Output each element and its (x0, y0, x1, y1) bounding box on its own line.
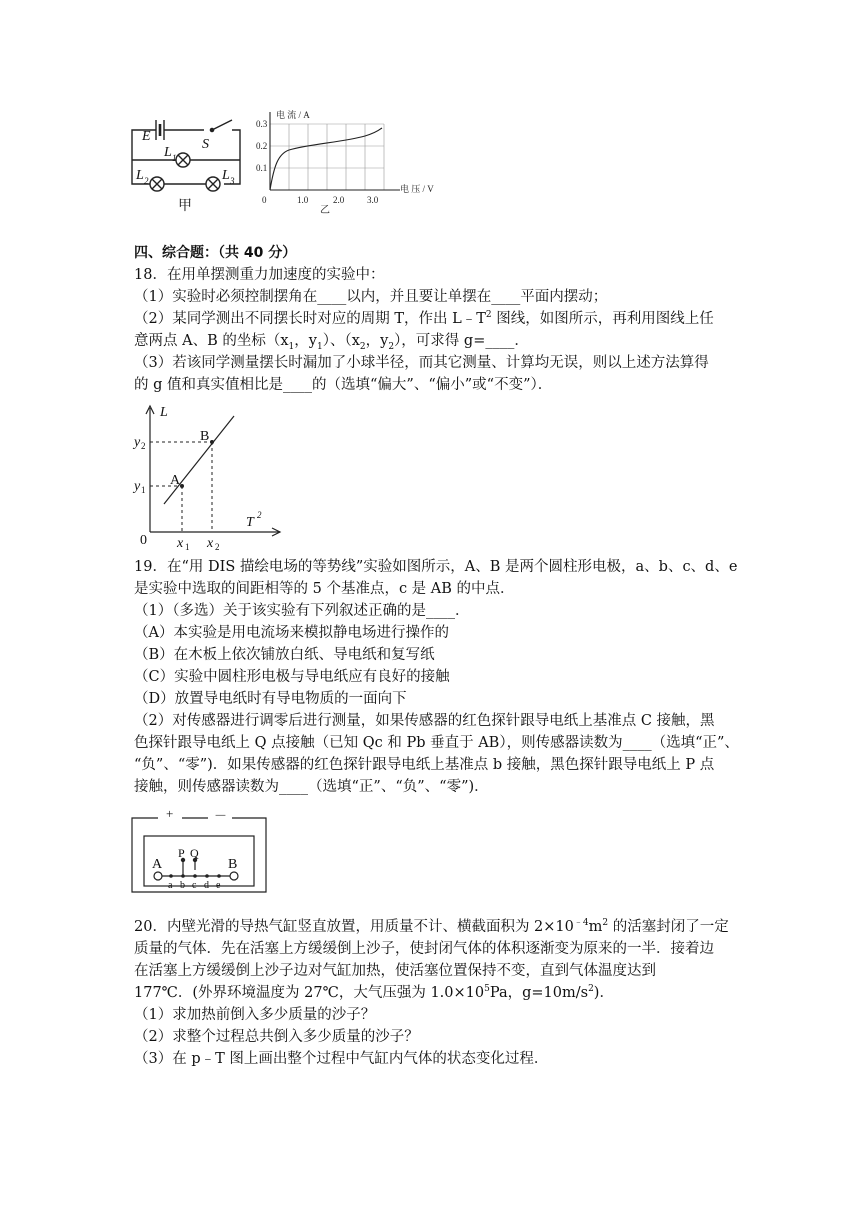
fig-base-a: a (168, 880, 173, 891)
q19-stem-line1: 19．在“用 DIS 描绘电场的等势线”实验如图所示，A、B 是两个圆柱形电极，a、b、c、d、e (134, 559, 738, 575)
iv-ytick: 0.3 (256, 119, 268, 129)
text-span: ），可求得 g=____． (394, 333, 529, 349)
superscript: ﹣4 (573, 918, 589, 929)
graph-point-B: B (200, 429, 210, 444)
q19-part1: （1）（多选）关于该实验有下列叙述正确的是____． (134, 603, 470, 619)
q20-stem-line3: 在活塞上方缓缓倒上沙子边对气缸加热，使活塞位置保持不变，直到气体温度达到 (134, 963, 656, 979)
iv-graph (254, 106, 444, 216)
graph-y2-sub: 2 (141, 441, 146, 451)
graph-xlabel-T: T (246, 515, 254, 530)
label-L1: L (164, 145, 172, 160)
graph-y1: y (134, 479, 141, 494)
iv-xtick: 2.0 (333, 195, 345, 205)
label-E: E (142, 129, 151, 144)
graph-origin: 0 (140, 533, 147, 548)
graph-y1-sub: 1 (141, 485, 146, 495)
iv-ytick: 0 (262, 195, 267, 205)
iv-ylabel: 电 流 / A (276, 110, 310, 120)
q20-part2: （2）求整个过程总共倒入多少质量的沙子？ (134, 1029, 419, 1045)
q20-part1: （1）求加热前倒入多少质量的沙子？ (134, 1007, 376, 1023)
q18-part3-line2: 的 g 值和真实值相比是____的（选填“偏大”、“偏小”或“不变”）． (134, 377, 553, 393)
q19-option-C: （C）实验中圆柱形电极与导电纸应有良好的接触 (134, 669, 450, 685)
fig-electrode-A: A (152, 857, 163, 872)
text-span: 20．内壁光滑的导热气缸竖直放置，用质量不计、横截面积为 2×10 (134, 919, 574, 935)
iv-ytick: 0.2 (256, 141, 268, 151)
q19-stem-line2: 是实验中选取的间距相等的 5 个基准点，c 是 AB 的中点． (134, 581, 515, 597)
fig-electrode-B: B (228, 857, 238, 872)
fig-base-d: d (204, 880, 209, 891)
superscript: 2 (485, 310, 492, 321)
graph-y2: y (134, 435, 141, 450)
fig-point-Q: Q (190, 846, 199, 860)
section-heading: 四、综合题：（共 40 分） (134, 245, 297, 261)
iv-xtick: 1.0 (297, 195, 309, 205)
label-L2-sub: 2 (144, 176, 149, 186)
iv-ytick: 0.1 (256, 163, 268, 173)
subscript: 1 (316, 341, 323, 352)
text-span: 177℃．(外界环境温度为 27℃，大气压强为 1.0×10 (134, 985, 485, 1001)
q18-part2-line2 (134, 330, 529, 352)
text-span: )． (593, 985, 614, 1001)
graph-xlabel-sup: 2 (257, 510, 262, 520)
q19-part2-line1: （2）对传感器进行调零后进行测量，如果传感器的红色探针跟导电纸上基准点 C 接触，黑 (134, 713, 715, 729)
fig-base-e: e (216, 880, 221, 891)
q18-part3-line1: （3）若该同学测量摆长时漏加了小球半径，而其它测量、计算均无误，则以上述方法算得 (134, 355, 709, 371)
iv-xlabel: 电 压 / V (400, 184, 434, 194)
text-span: （2）某同学测出不同摆长时对应的周期 T，作出 L﹣T (134, 311, 486, 327)
l-t2-graph (130, 402, 290, 552)
subscript: 2 (359, 341, 366, 352)
q20-stem-line1 (134, 916, 729, 938)
graph-x1: x (177, 536, 184, 551)
fig-minus-terminal: － (214, 808, 228, 823)
text-span: 图线，如图所示，再利用图线上任 (491, 311, 714, 327)
q19-option-A: （A）本实验是用电流场来模拟静电场进行操作的 (134, 625, 449, 641)
text-span: ，y (365, 333, 389, 349)
q18-stem: 18．在用单摆测重力加速度的实验中： (134, 267, 385, 283)
fig-point-P: P (178, 846, 185, 860)
text-span: Pa，g=10m/s (489, 985, 589, 1001)
label-L3-sub: 3 (230, 176, 235, 186)
graph-x2-sub: 2 (215, 542, 220, 552)
subscript: 1 (288, 341, 295, 352)
caption-yi: 乙 (320, 205, 330, 216)
electric-field-figure (126, 806, 272, 898)
label-L1-sub: 1 (172, 153, 177, 163)
q19-part2-line3: “负”、“零”)．如果传感器的红色探针跟导电纸上基准点 b 接触，黑色探针跟导电纸上 P 点 (134, 757, 715, 773)
fig-base-b: b (180, 880, 185, 891)
q20-part3: （3）在 p﹣T 图上画出整个过程中气缸内气体的状态变化过程． (134, 1051, 549, 1067)
q19-option-B: （B）在木板上依次铺放白纸、导电纸和复写纸 (134, 647, 435, 663)
graph-ylabel-L: L (160, 405, 168, 420)
q19-part2-line2: 色探针跟导电纸上 Q 点接触（已知 Qc 和 Pb 垂直于 AB），则传感器读数为____（选填“正”、 (134, 735, 739, 751)
fig-base-c: c (192, 880, 197, 891)
graph-x2: x (207, 536, 214, 551)
text-span: 意两点 A、B 的坐标（x (134, 333, 289, 349)
fig-plus-terminal: + (166, 806, 174, 821)
q19-part2-line4: 接触，则传感器读数为____（选填“正”、“负”、“零”)． (134, 779, 489, 795)
text-span: ）、（x (322, 333, 360, 349)
label-S: S (202, 137, 209, 152)
subscript: 2 (388, 341, 395, 352)
iv-xtick: 3.0 (367, 195, 379, 205)
caption-jia: 甲 (178, 199, 192, 214)
q18-part2-line1 (134, 308, 714, 330)
graph-point-A: A (170, 473, 181, 488)
text-span: 的活塞封闭了一定 (608, 919, 729, 935)
superscript: 5 (484, 984, 490, 995)
q20-stem-line4 (134, 982, 614, 1004)
superscript: 2 (602, 918, 609, 929)
q19-option-D: （D）放置导电纸时有导电物质的一面向下 (134, 691, 407, 707)
graph-x1-sub: 1 (185, 542, 190, 552)
label-L2: L (136, 168, 144, 183)
circuit-diagram (126, 112, 250, 216)
q20-stem-line2: 质量的气体．先在活塞上方缓缓倒上沙子，使封闭气体的体积逐渐变为原来的一半．接着边 (134, 941, 714, 957)
q18-part1: （1）实验时必须控制摆角在____以内，并且要让单摆在____平面内摆动； (134, 289, 608, 305)
label-L3: L (222, 168, 230, 183)
text-span: m (588, 919, 603, 935)
text-span: ，y (294, 333, 317, 349)
superscript: 2 (588, 984, 594, 995)
